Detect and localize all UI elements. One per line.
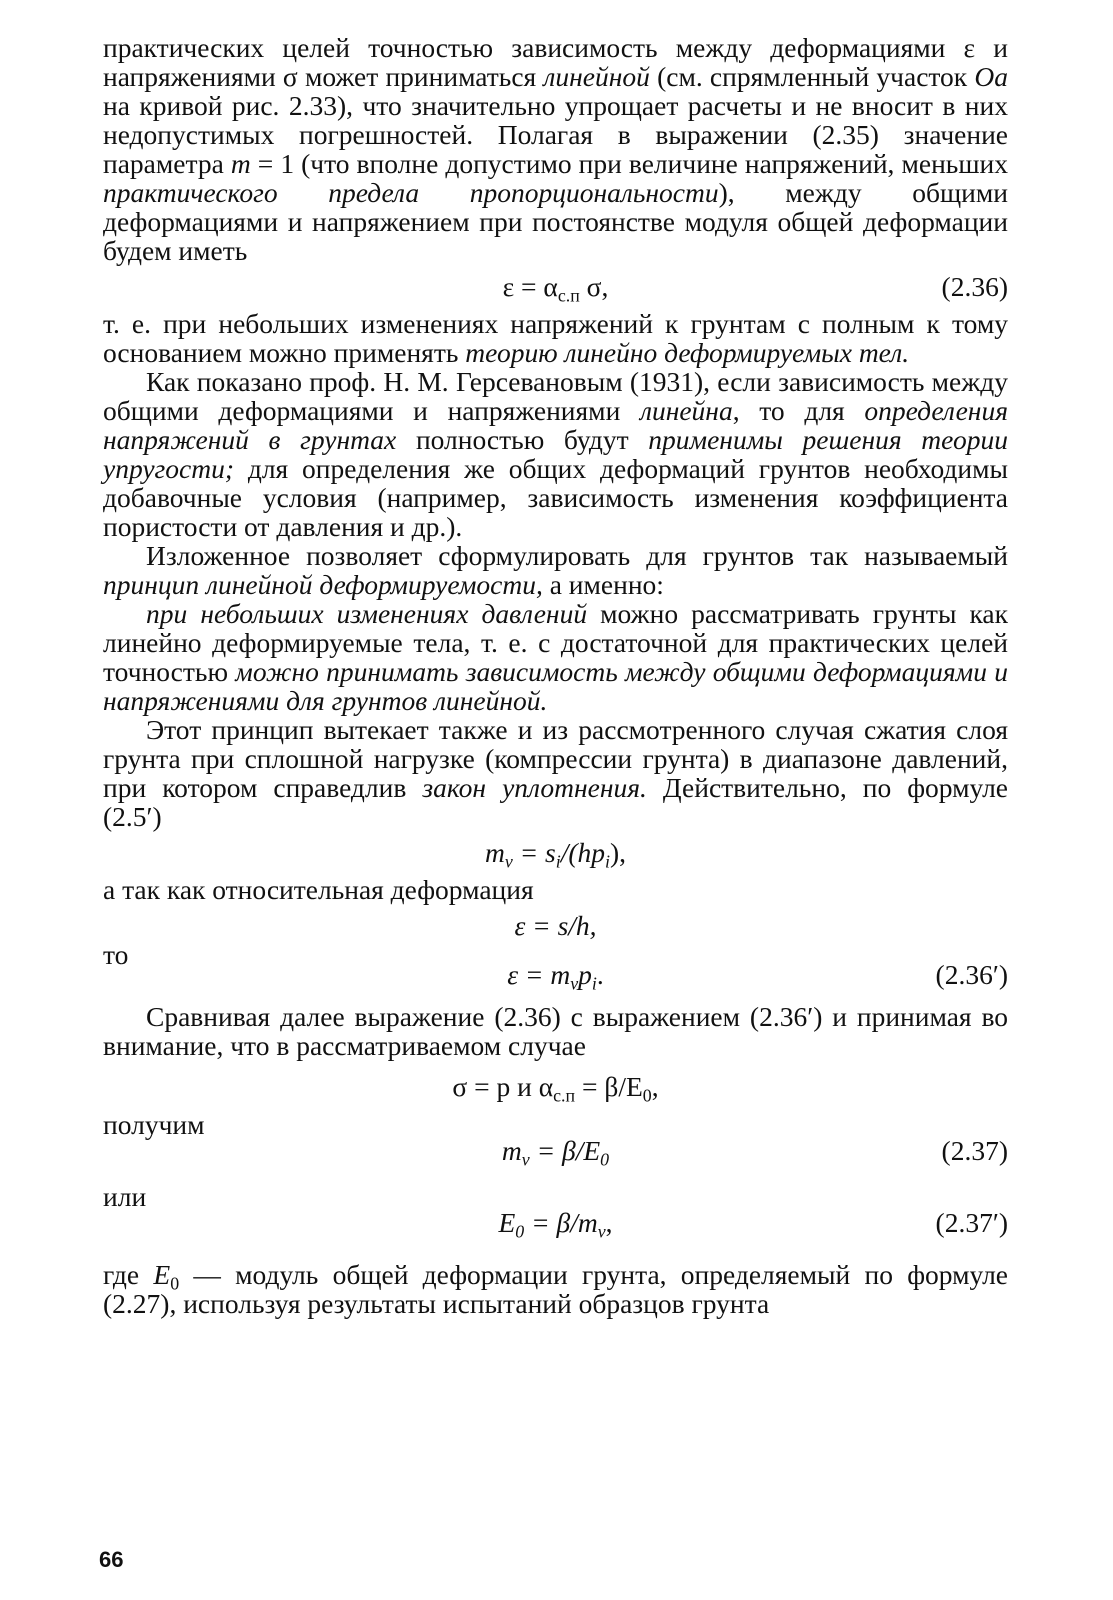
- equation-2-37-prime: или $E_0 = \beta/m_v$, (2.37′): [103, 1181, 1008, 1242]
- equation-2-36: [103, 267, 1008, 307]
- word-obtain: получим: [103, 1109, 205, 1140]
- equation-2-36-expr: $\varepsilon = \alpha_{с.п}$ σ,: [502, 271, 609, 306]
- word-or: или: [103, 1181, 147, 1212]
- paragraph-3: Как показано проф. Н. М. Герсевановым (1931), если зависимость между общими деформациями и напряжениями линейна, то для определения напряжений в грунтах полностью будут применимы решения теории упругости; для определения же общих деформаций грунтов необходимы добавочные условия (например, зависимость изменения коэффициента пористости от давления и др.).: [103, 366, 1009, 542]
- paragraph-8: Сравнивая далее выражение (2.36) с выражением (2.36′) и принимая во внимание, что в рассматриваемом случае: [103, 1001, 1008, 1061]
- equation-2-37: получим $m_v = \beta/E_0$ (2.37): [103, 1109, 1008, 1170]
- paragraph-6: Этот принцип вытекает также и из рассмотренного случая сжатия слоя грунта при сплошной нагрузке (компрессии грунта) в диапазоне давлений, при котором справедлив закон уплотнения. Действительно, по формуле (2.5′): [103, 714, 1008, 832]
- equation-eps: ε = s/h,: [514, 910, 597, 941]
- equation-sigma-p: σ = p и $\alpha_{с.п} = \beta/E_0$,: [452, 1071, 659, 1106]
- equation-2-37-number: (2.37): [941, 1135, 1008, 1166]
- paragraph-7: а так как относительная деформация: [103, 874, 534, 905]
- equation-mv: $m_v = s_i/(hp_i)$,: [484, 837, 627, 872]
- equation-2-37-prime-number: (2.37′): [935, 1207, 1008, 1238]
- equation-2-36-prime: то $\varepsilon = m_vp_i$. (2.36′): [103, 939, 1008, 994]
- paragraph-4: Изложенное позволяет сформулировать для грунтов так называемый принцип линейной деформируемости, а именно:: [103, 540, 1008, 600]
- paragraph-2: т. е. при небольших изменениях напряжений к грунтам с полным к тому основанием можно применять теорию линейно деформируемых тел.: [103, 308, 1008, 368]
- paragraph-1: практических целей точностью зависимость между деформациями ε и напряжениями σ может приниматься линейной (см. спрямленный участок Oa на кривой рис. 2.33), что значительно упрощает расчеты и не вносит в них недопустимых погрешностей. Полагая в выражении (2.35) значение параметра m = 1 (что вполне допустимо при величине напряжений, меньших практического предела пропорциональности), между общими деформациями и напряжением при постоянстве модуля общей деформации будем иметь: [103, 32, 1008, 266]
- page-number: 66: [99, 1547, 124, 1572]
- word-then: то: [103, 939, 129, 970]
- paragraph-5: при небольших изменениях давлений можно рассматривать грунты как линейно деформируемые тела, т. е. с достаточной для практических целей точностью можно принимать зависимость между общими деформациями и напряжениями для грунтов линейной.: [103, 598, 1008, 716]
- equation-2-36-prime-number: (2.36′): [935, 959, 1008, 990]
- equation-2-36-number: (2.36): [941, 271, 1008, 302]
- page-body: [103, 33, 1008, 1318]
- paragraph-9: где $E_0$ — модуль общей деформации грунта, определяемый по формуле (2.27), используя результаты испытаний образцов грунта: [103, 1259, 1008, 1319]
